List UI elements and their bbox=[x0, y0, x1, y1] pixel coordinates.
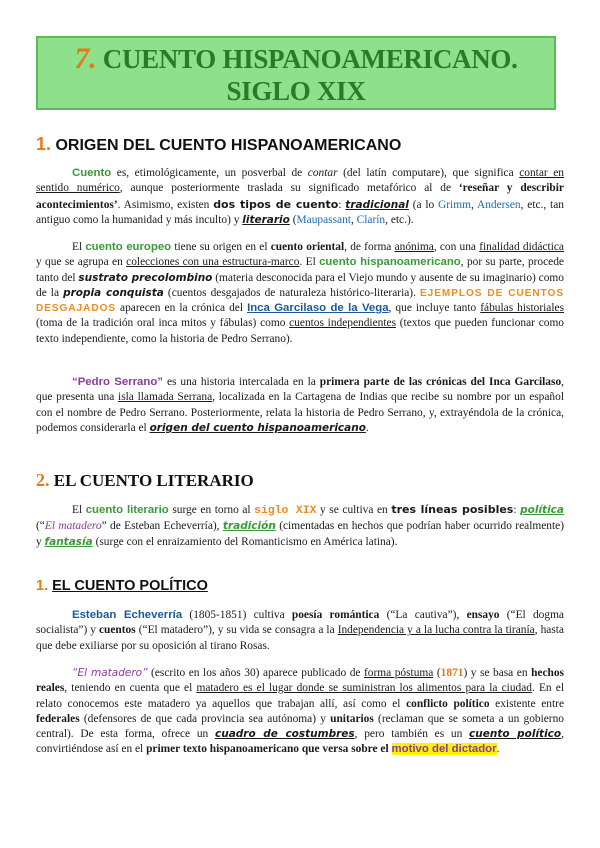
underlined-phrase: forma póstuma bbox=[364, 667, 434, 679]
term-literario: literario bbox=[242, 213, 290, 226]
term-pedro-serrano: “Pedro Serrano” bbox=[72, 376, 163, 388]
text: , teniendo en cuenta que el bbox=[64, 682, 197, 695]
term-contar: contar bbox=[307, 167, 338, 179]
title-number: 7. bbox=[74, 42, 97, 75]
text: , bbox=[350, 213, 357, 226]
text: . En el relato conocemos este matadero ya aquellos que trabajan allí, así como el bbox=[36, 682, 565, 710]
bold-phrase: unitarios bbox=[330, 712, 374, 725]
year-1871: 1871 bbox=[440, 667, 464, 679]
term-fantasia: fantasía bbox=[44, 535, 93, 548]
text: . El bbox=[299, 256, 320, 269]
text: y se cultiva en bbox=[316, 504, 392, 516]
bold-phrase: poesía romántica bbox=[291, 609, 380, 621]
section-2-number: 2. bbox=[36, 470, 50, 490]
term-tradicional: tradicional bbox=[345, 198, 409, 211]
bold-phrase: cuento oriental bbox=[270, 241, 345, 253]
paragraph-cuento-europeo bbox=[36, 240, 564, 347]
underlined-phrase: isla llamada Serrana bbox=[118, 391, 213, 404]
bold-phrase: ensayo bbox=[466, 609, 500, 621]
underlined-phrase: matadero es el lugar donde se suministran los alimentos para la ciudad bbox=[196, 682, 532, 695]
section-2-1-heading bbox=[36, 578, 208, 594]
text: . Asimismo, existen bbox=[117, 198, 214, 211]
text: , que incluye tanto bbox=[388, 302, 481, 315]
text: : bbox=[338, 198, 346, 211]
text: (del latín computare), que significa bbox=[337, 167, 520, 179]
text: (“El dogma socialista”) y bbox=[36, 609, 564, 637]
paragraph-cuento-definition bbox=[36, 166, 564, 228]
text: (escrito en los años 30) aparece publicado de bbox=[147, 667, 364, 679]
text: (materia desconocida para el Viejo mundo y ausente de su imaginario) como de la bbox=[36, 271, 564, 299]
text: ( bbox=[289, 213, 297, 226]
section-1-title: ORIGEN DEL CUENTO HISPANOAMERICANO bbox=[55, 137, 402, 154]
underlined-phrase: fábulas historiales bbox=[480, 302, 565, 315]
section-1-heading bbox=[36, 134, 401, 155]
text: (a lo bbox=[408, 198, 439, 211]
term-origen: origen del cuento hispanoamericano bbox=[149, 421, 366, 434]
text: , etc., tan antiguo como la humanidad y más inculto) y bbox=[36, 198, 564, 226]
author-maupassant: Maupassant bbox=[296, 213, 351, 226]
text: ” de Esteban Echeverría), bbox=[101, 520, 223, 533]
underlined-phrase: anónima bbox=[394, 241, 434, 253]
text: (textos que pueden funcionar como texto independiente, como la historia de Pedro Serrano). bbox=[36, 317, 565, 345]
bold-phrase: primer texto hispanoamericano que versa sobre el bbox=[146, 743, 389, 756]
section-2-title: EL CUENTO LITERARIO bbox=[53, 471, 254, 490]
term-cuento-literario: cuento literario bbox=[85, 504, 169, 516]
term-cuento: Cuento bbox=[72, 167, 112, 179]
paragraph-echeverria bbox=[36, 608, 564, 654]
text: , convirtiéndose así en el bbox=[36, 728, 564, 756]
term-cuento-hispanoamericano: cuento hispanoamericano bbox=[319, 256, 461, 269]
text: (defensores de que cada provincia sea autónoma) y bbox=[79, 712, 331, 725]
paragraph-pedro-serrano bbox=[36, 375, 564, 436]
author-andersen: Andersen bbox=[476, 198, 521, 211]
underlined-phrase: contar en sentido numérico bbox=[36, 167, 565, 195]
text: existente entre bbox=[489, 697, 565, 710]
title-line-1 bbox=[38, 43, 554, 75]
underlined-phrase: finalidad didáctica bbox=[479, 241, 564, 253]
underlined-phrase: colecciones con una estructura-marco bbox=[126, 256, 300, 269]
text: El bbox=[72, 504, 86, 516]
paragraph-el-matadero bbox=[36, 666, 564, 758]
text: (surge con el enraizamiento del Romanticismo en América latina). bbox=[92, 535, 398, 548]
term-politica: política bbox=[520, 504, 564, 516]
author-clarin: Clarín bbox=[356, 213, 386, 226]
text: (“ bbox=[36, 520, 45, 533]
text: : bbox=[513, 504, 521, 516]
text: surge en torno al bbox=[168, 504, 255, 516]
text: , localizada en la Cartagena de Indias que recibe su nombre por un español con el nombre de Pedro Serrano. Posteriormente, relata la historia de Pedro Serrano, y, extrayéndola de la crónica, podemos considerarla el bbox=[36, 391, 564, 434]
text: ( bbox=[433, 667, 441, 679]
underlined-phrase: cuentos independientes bbox=[289, 317, 396, 330]
text: aparecen en la crónica del bbox=[116, 302, 248, 315]
author-echeverria: Esteban Echeverría bbox=[72, 609, 183, 621]
text: , por su parte, procede tanto del bbox=[36, 256, 564, 284]
bold-phrase: conflicto político bbox=[406, 697, 490, 710]
text: es una historia intercalada en la bbox=[163, 376, 320, 388]
text: (toma de la tradición oral inca mitos y fábulas) como bbox=[36, 317, 290, 330]
work-el-matadero: El matadero bbox=[44, 520, 102, 533]
term-tradicion: tradición bbox=[222, 520, 276, 533]
highlight-motivo-dictador: motivo del dictador bbox=[391, 743, 497, 756]
author-grimm: Grimm bbox=[438, 198, 471, 211]
term-cuento-europeo: cuento europeo bbox=[85, 241, 172, 253]
text: (cimentadas en hechos que podrían haber ocurrido realmente) y bbox=[36, 520, 565, 548]
text: El bbox=[72, 241, 86, 253]
title-text-1: CUENTO HISPANOAMERICANO. bbox=[102, 44, 518, 74]
text: . bbox=[496, 743, 500, 756]
section-2-1-number: 1. bbox=[36, 578, 49, 594]
title-line-2: SIGLO XIX bbox=[226, 76, 366, 106]
section-1-number: 1. bbox=[36, 134, 52, 154]
text: , que presenta una bbox=[36, 376, 564, 404]
term-sustrato: sustrato precolombino bbox=[78, 271, 213, 284]
text: tiene su origen en el bbox=[171, 241, 271, 253]
bold-phrase: ‘reseñar y describir acontecimientos’ bbox=[36, 182, 564, 211]
text: , pero también es un bbox=[354, 728, 470, 741]
term-siglo-xix: siglo XIX bbox=[254, 505, 317, 517]
text: (cuentos desgajados de naturaleza histórico-literaria). bbox=[163, 286, 420, 299]
term-cuadro-costumbres: cuadro de costumbres bbox=[215, 728, 355, 741]
text: , con una bbox=[433, 241, 480, 253]
text: (“El matadero”), y su vida se consagra a la bbox=[135, 624, 338, 637]
tres-lineas-phrase: tres líneas posibles bbox=[391, 503, 514, 516]
text: , bbox=[470, 198, 477, 211]
underlined-phrase: Independencia y a la lucha contra la tiranía bbox=[337, 624, 535, 637]
term-cuento-politico: cuento político bbox=[469, 728, 562, 741]
term-propia-conquista: propia conquista bbox=[63, 286, 164, 299]
bold-phrase: cuentos bbox=[98, 624, 136, 637]
text: , de forma bbox=[344, 241, 395, 253]
section-2-heading bbox=[36, 470, 254, 491]
dos-tipos-phrase: dos tipos de cuento bbox=[213, 197, 339, 211]
text: (“La cautiva”), bbox=[379, 609, 467, 621]
text: es, etimológicamente, un posverbal de bbox=[111, 167, 308, 179]
ejemplos-label: EJEMPLOS DE CUENTOS DESGAJADOS bbox=[36, 287, 564, 315]
work-el-matadero: “El matadero” bbox=[72, 667, 148, 679]
text: (1805-1851) cultiva bbox=[182, 609, 292, 621]
text: , aunque posteriormente traslada su significado metafórico al de bbox=[119, 182, 459, 195]
paragraph-cuento-literario bbox=[36, 502, 564, 550]
author-garcilaso: Inca Garcilaso de la Vega bbox=[247, 302, 389, 315]
text: . bbox=[365, 421, 369, 434]
bold-phrase: primera parte de las crónicas del Inca Garcilaso bbox=[319, 376, 562, 388]
document-title-box bbox=[36, 36, 556, 110]
bold-phrase: federales bbox=[36, 712, 80, 725]
text: (reclaman que se someta a un gobierno central). De esta forma, ofrece un bbox=[36, 712, 564, 741]
text: , etc.). bbox=[385, 213, 414, 226]
section-2-1-title: EL CUENTO POLÍTICO bbox=[52, 578, 208, 594]
text: , hasta que debe exiliarse por su oposición al tirano Rosas. bbox=[36, 624, 564, 652]
text: ) y se basa en bbox=[463, 667, 532, 679]
text: y que se agrupa en bbox=[36, 256, 127, 269]
bold-phrase: hechos reales bbox=[36, 667, 564, 695]
